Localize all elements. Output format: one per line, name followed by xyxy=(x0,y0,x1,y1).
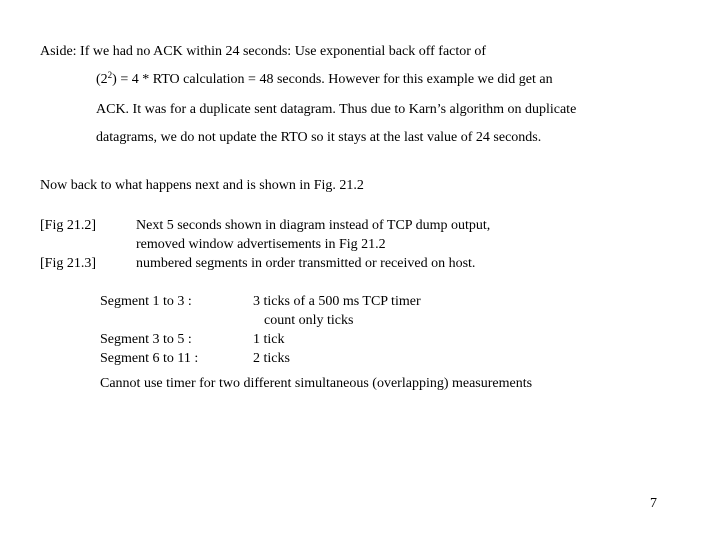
aside-line-2-exponent: 2 xyxy=(107,70,113,80)
segment-1-value: 3 ticks of a 500 ms TCP timer xyxy=(253,294,421,309)
conclusion-text: Cannot use timer for two different simultaneous (overlapping) measurements xyxy=(100,376,533,391)
fig-note-1: Next 5 seconds shown in diagram instead of TCP dump output, xyxy=(136,218,491,233)
aside-line-2 xyxy=(96,72,553,88)
aside-line-3: ACK. It was for a duplicate sent datagram. Thus due to Karn’s algorithm on duplicate xyxy=(96,102,577,117)
segment-1-label: Segment 1 to 3 : xyxy=(100,294,192,309)
fig-note-3: numbered segments in order transmitted or received on host. xyxy=(136,256,476,271)
segment-3-value: 2 ticks xyxy=(253,351,290,366)
fig-note-2: removed window advertisements in Fig 21.2 xyxy=(136,237,386,252)
segment-1-extra: count only ticks xyxy=(264,313,354,328)
segment-2-label: Segment 3 to 5 : xyxy=(100,332,192,347)
aside-line-2-post: ) = 4 * RTO calculation = 48 seconds. However for this example we did get an xyxy=(112,72,553,87)
fig-21-2-label: [Fig 21.2] xyxy=(40,218,96,233)
aside-line-4: datagrams, we do not update the RTO so it stays at the last value of 24 seconds. xyxy=(96,130,542,145)
transition-text: Now back to what happens next and is shown in Fig. 21.2 xyxy=(40,178,364,193)
aside-line-1: Aside: If we had no ACK within 24 seconds: Use exponential back off factor of xyxy=(40,44,487,59)
segment-2-value: 1 tick xyxy=(253,332,285,347)
fig-21-3-label: [Fig 21.3] xyxy=(40,256,96,271)
page-number: 7 xyxy=(650,496,657,511)
segment-3-label: Segment 6 to 11 : xyxy=(100,351,199,366)
aside-line-2-pre: (2 xyxy=(96,72,108,87)
